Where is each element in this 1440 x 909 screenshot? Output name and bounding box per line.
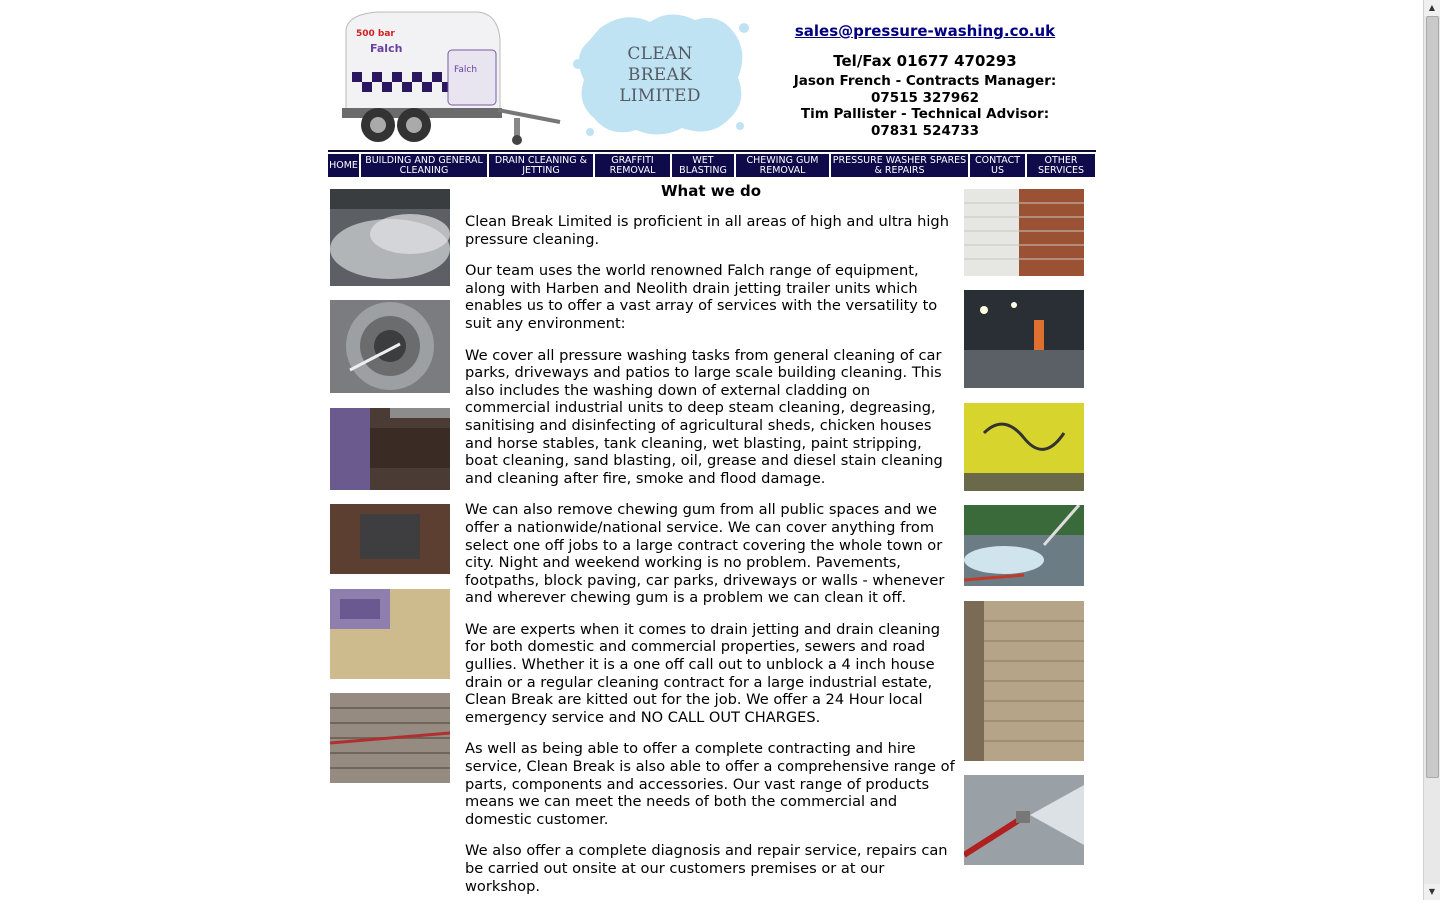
contact-line-1: Jason French - Contracts Manager: <box>793 73 1057 89</box>
logo-text <box>570 44 750 107</box>
steam-cleaning-photo <box>330 189 450 286</box>
paragraph-drain-jetting: We are experts when it comes to drain jetting and drain cleaning for both domestic and commercial properties, sewers and road gullies. Whether it is a one off call out to unblock a 4 inch house drain or a regular cleaning contract for a large industrial estate, Clean Break are kitted out for the job. We offer a 24 Hour local emergency service and NO CALL OUT CHARGES. <box>465 620 941 726</box>
trailer-brand: Falch <box>370 42 403 55</box>
contact-line-2: 07515 327962 <box>870 89 980 106</box>
contact-block <box>780 22 1070 139</box>
paragraph-parts: As well as being able to offer a complete contracting and hire service, Clean Break is also able to offer a comprehensive range of parts, components and accessories. Our vast range of products means we can meet the needs of both the commercial and domestic customer. <box>465 740 955 828</box>
graffiti-removal-photo <box>964 403 1084 491</box>
nav-contact-us[interactable]: CONTACT US <box>970 154 1025 177</box>
contact-line-4: 07831 524733 <box>870 122 980 139</box>
logo-line-2: BREAK <box>627 65 693 85</box>
trailer-image <box>338 10 564 148</box>
footpath-paving-photo <box>964 601 1084 761</box>
nav-home[interactable]: HOME <box>328 154 359 177</box>
gum-removal-patch-photo <box>330 504 450 574</box>
page-heading: What we do <box>660 182 762 200</box>
logo-line-1: CLEAN <box>627 44 693 64</box>
nav-pressure-washer-spares[interactable]: PRESSURE WASHER SPARES & REPAIRS <box>832 154 967 176</box>
pressure-lance-photo <box>964 505 1084 586</box>
main-navigation <box>328 150 1096 178</box>
paving-cleaner-photo <box>330 589 450 679</box>
nav-drain-cleaning[interactable]: DRAIN CLEANING & JETTING <box>489 154 593 177</box>
drain-machine-photo <box>330 408 450 490</box>
clean-break-logo[interactable] <box>570 8 750 140</box>
brick-wall-cleaning-photo <box>964 189 1084 276</box>
scroll-down-arrow-icon[interactable]: ▼ <box>1424 884 1440 900</box>
nav-building-cleaning[interactable]: BUILDING AND GENERAL CLEANING <box>361 154 487 177</box>
trailer-label: 500 bar <box>356 29 395 39</box>
night-street-cleaning-photo <box>964 290 1084 388</box>
nav-other-services[interactable]: OTHER SERVICES <box>1027 154 1095 177</box>
paragraph-equipment: Our team uses the world renowned Falch range of equipment, along with Harben and Neolith drain jetting trailer units which enables us to offer a vast array of services with the versatility to suit any environment: <box>465 262 938 332</box>
page-container <box>328 0 1096 900</box>
pipe-jetting-photo <box>330 300 450 393</box>
main-content <box>465 182 957 909</box>
email-link[interactable]: sales@pressure-washing.co.uk <box>794 22 1056 40</box>
nav-wet-blasting[interactable]: WET BLASTING <box>672 154 734 177</box>
vertical-scrollbar[interactable] <box>1423 0 1440 900</box>
nav-chewing-gum-removal[interactable]: CHEWING GUM REMOVAL <box>736 154 829 177</box>
logo-line-3: LIMITED <box>619 86 701 106</box>
paragraph-chewing-gum: We can also remove chewing gum from all public spaces and we offer a nationwide/national service. We can cover anything from select one off jobs to a large contract covering the whole town or city. Night and weekend working is no problem. Pavements, footpaths, block paving, car parks, driveways or walls - whenever and wherever chewing gum is a problem we can clean it off. <box>465 501 945 607</box>
nav-graffiti-removal[interactable]: GRAFFITI REMOVAL <box>595 154 670 177</box>
scroll-thumb[interactable] <box>1426 16 1439 778</box>
telephone: Tel/Fax 01677 470293 <box>833 52 1017 70</box>
paragraph-pressure-washing: We cover all pressure washing tasks from general cleaning of car parks, driveways and patios to large scale building cleaning. This also includes the washing down of external cladding on commercial industrial units to deep steam cleaning, degreasing, sanitising and disinfecting of agricultural sheds, chicken houses and horse stables, tank cleaning, wet blasting, paint stripping, boat cleaning, sand blasting, oil, grease and diesel stain cleaning and cleaning after fire, smoke and flood damage. <box>465 346 943 487</box>
trailer-brand-door: Falch <box>454 65 478 75</box>
scroll-up-arrow-icon[interactable]: ▲ <box>1424 0 1440 16</box>
contact-line-3: Tim Pallister - Technical Advisor: <box>800 106 1050 122</box>
spray-nozzle-photo <box>964 775 1084 865</box>
paragraph-intro: Clean Break Limited is proficient in all areas of high and ultra high pressure cleaning. <box>465 213 949 248</box>
block-paving-photo <box>330 693 450 783</box>
paragraph-repairs: We also offer a complete diagnosis and repair service, repairs can be carried out onsite at our customers premises or at our workshop. <box>465 842 948 895</box>
